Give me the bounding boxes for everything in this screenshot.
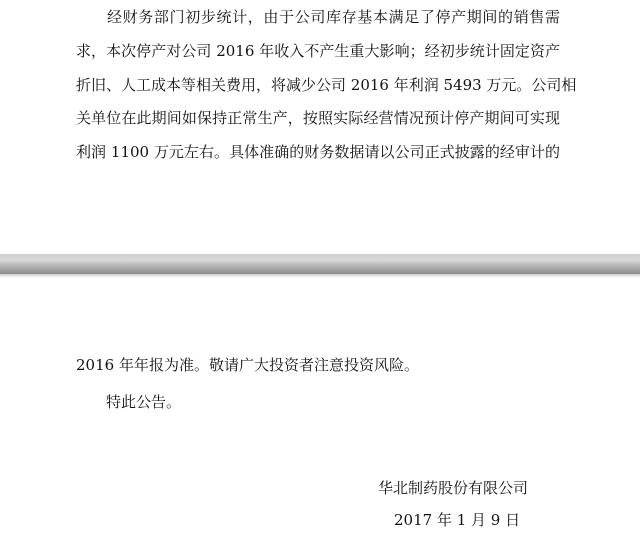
company-signature: 华北制药股份有限公司 [378,479,529,497]
paragraph-continuation: 2016 年年报为准。敬请广大投资者注意投资风险。 [76,356,419,374]
page-break-divider [0,254,640,274]
paragraph-line-1: 经财务部门初步统计，由于公司库存基本满足了停产期间的销售需 [107,8,560,26]
page-break-shadow [0,274,640,278]
paragraph-line-5: 利润 1100 万元左右。具体准确的财务数据请以公司正式披露的经审计的 [76,143,560,161]
announcement-date: 2017 年 1 月 9 日 [394,511,521,529]
paragraph-line-4: 关单位在此期间如保持正常生产，按照实际经营情况预计停产期间可实现 [76,109,560,127]
paragraph-line-3: 折旧、人工成本等相关费用，将减少公司 2016 年利润 5493 万元。公司相 [76,76,577,94]
paragraph-line-2: 求，本次停产对公司 2016 年收入不产生重大影响；经初步统计固定资产 [76,42,560,60]
closing-statement: 特此公告。 [106,393,182,411]
